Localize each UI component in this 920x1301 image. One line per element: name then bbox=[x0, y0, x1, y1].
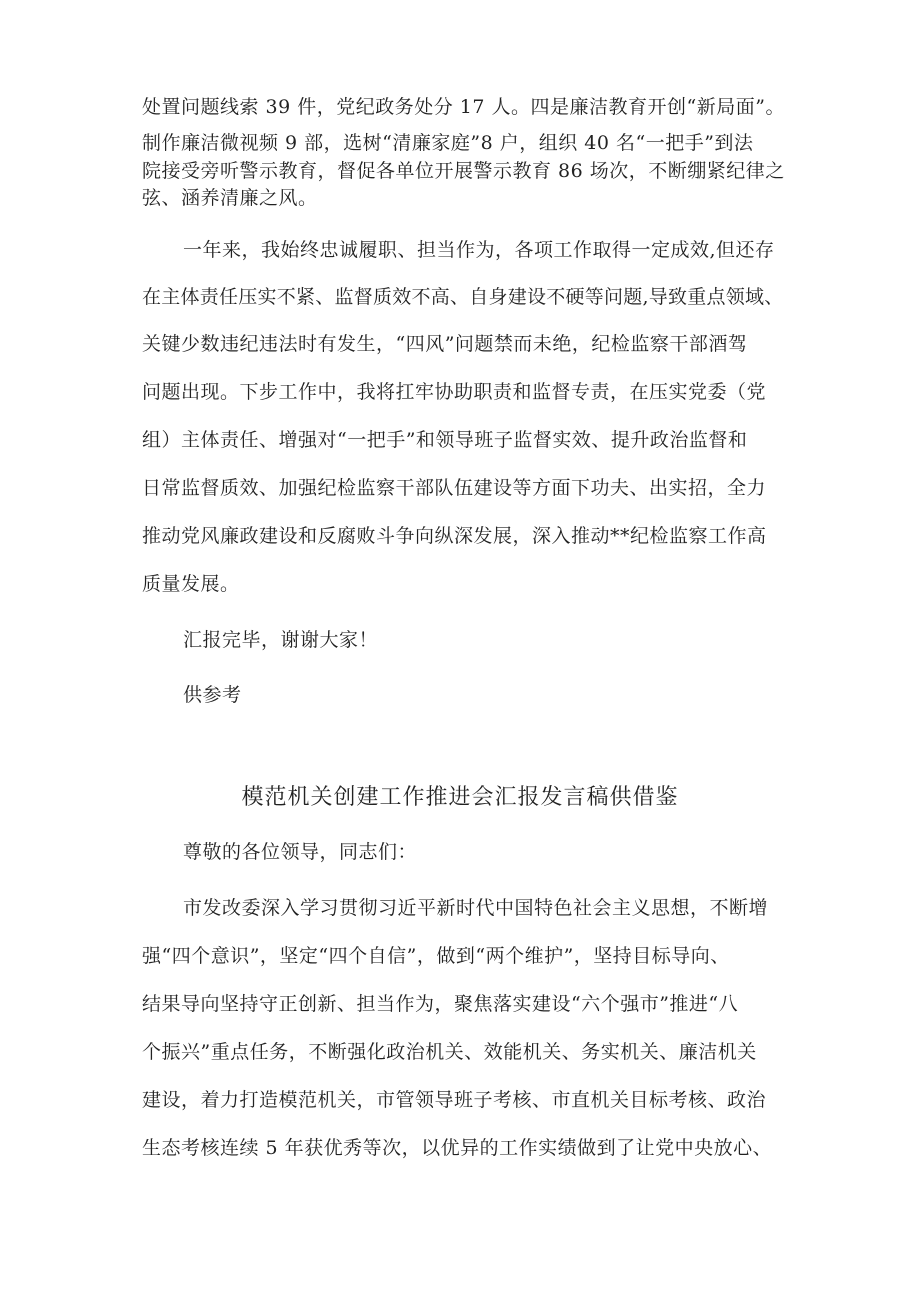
paragraph-line: 制作廉洁微视频 9 部，选树“清廉家庭”8 户，组织 40 名“一把手”到法 bbox=[142, 132, 754, 154]
closing-line: 汇报完毕，谢谢大家！ bbox=[183, 629, 379, 651]
paragraph-line: 日常监督质效、加强纪检监察干部队伍建设等方面下功夫、出实招，全力 bbox=[142, 477, 767, 499]
paragraph-line: 推动党风廉政建设和反腐败斗争向纵深发展，深入推动**纪检监察工作高 bbox=[142, 525, 767, 547]
paragraph-line: 建设，着力打造模范机关，市管领导班子考核、市直机关目标考核、政治 bbox=[142, 1089, 767, 1111]
paragraph-line: 在主体责任压实不紧、监督质效不高、自身建设不硬等问题,导致重点领域、 bbox=[142, 286, 784, 308]
paragraph-line: 强“四个意识”，坚定“四个自信”，做到“两个维护”，坚持目标导向、 bbox=[142, 945, 730, 967]
reference-note: 供参考 bbox=[183, 684, 242, 706]
paragraph-line: 院接受旁听警示教育，督促各单位开展警示教育 86 场次，不断绷紧纪律之 bbox=[142, 160, 785, 182]
paragraph-line: 个振兴”重点任务，不断强化政治机关、效能机关、务实机关、廉洁机关 bbox=[142, 1041, 757, 1063]
paragraph-line: 关键少数违纪违法时有发生，“四风”问题禁而未绝，纪检监察干部酒驾 bbox=[142, 333, 748, 355]
section-title: 模范机关创建工作推进会汇报发言稿供借鉴 bbox=[241, 785, 679, 810]
paragraph-line: 结果导向坚持守正创新、担当作为，聚焦落实建设“六个强市”推进“八 bbox=[142, 993, 739, 1015]
salutation: 尊敬的各位领导，同志们： bbox=[183, 841, 418, 863]
paragraph-line: 处置问题线索 39 件，党纪政务处分 17 人。四是廉洁教育开创“新局面”。 bbox=[142, 96, 785, 118]
paragraph-line: 组）主体责任、增强对“一把手”和领导班子监督实效、提升政治监督和 bbox=[142, 429, 748, 451]
paragraph-line: 弦、涵养清廉之风。 bbox=[142, 187, 318, 209]
paragraph-line: 问题出现。下步工作中，我将扛牢协助职责和监督专责，在压实党委（党 bbox=[142, 381, 767, 403]
paragraph-line: 生态考核连续 5 年获优秀等次，以优异的工作实绩做到了让党中央放心、 bbox=[142, 1137, 773, 1159]
paragraph-line: 质量发展。 bbox=[142, 573, 240, 595]
paragraph-line: 一年来，我始终忠诚履职、担当作为，各项工作取得一定成效,但还存 bbox=[183, 239, 775, 261]
paragraph-line: 市发改委深入学习贯彻习近平新时代中国特色社会主义思想，不断增 bbox=[183, 897, 769, 919]
